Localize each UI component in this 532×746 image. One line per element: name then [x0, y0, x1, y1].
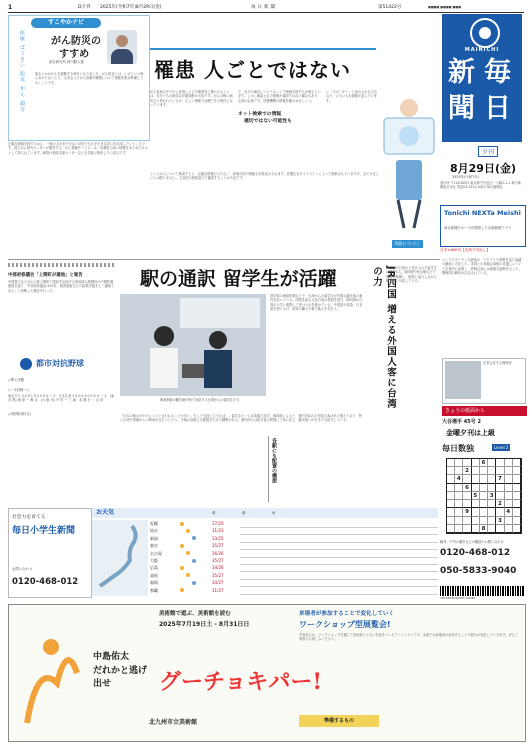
weather-legend-1: 晴	[212, 511, 216, 515]
weather-city: 新潟	[150, 535, 158, 541]
weather-header	[92, 508, 438, 518]
weather-sun-icon	[192, 581, 196, 585]
reader-ad-title: 朝刊・夕刊の割引などの購読のお問い合わせ	[440, 540, 504, 544]
sudoku-cell[interactable]	[488, 475, 496, 483]
exhibition-big: グーチョキパー!	[159, 669, 322, 695]
sudoku-level: Level 2	[494, 445, 509, 450]
sudoku-cell[interactable]	[513, 500, 521, 508]
sudoku-cell[interactable]: 3	[488, 492, 496, 500]
baseball-title: 都市対抗野球	[36, 359, 84, 368]
museum-name: 北九州市立美術館	[149, 719, 198, 726]
sudoku-cell[interactable]	[447, 467, 455, 475]
exhibition-illustration	[17, 623, 85, 733]
weather-city: 福岡	[150, 580, 158, 586]
shogakusei-small: 社会力を育てる	[12, 515, 46, 520]
sudoku-cell[interactable]	[505, 517, 513, 525]
lead-sub-2: 適切ではない可能性も	[244, 119, 292, 124]
sudoku-cell[interactable]	[488, 459, 496, 467]
sudoku-cell[interactable]	[505, 467, 513, 475]
column-title-2: すすめ	[59, 49, 90, 60]
sudoku-cell[interactable]	[496, 508, 504, 516]
sudoku-cell[interactable]	[513, 459, 521, 467]
sudoku-cell[interactable]	[447, 484, 455, 492]
sudoku-cell[interactable]	[463, 500, 471, 508]
sudoku-cell[interactable]	[472, 484, 480, 492]
nexta-promo	[440, 205, 526, 247]
logo-char-2: 毎	[484, 57, 511, 88]
masthead-year: 2025年(令和7年)	[452, 175, 479, 179]
sudoku-cell[interactable]	[447, 492, 455, 500]
sudoku-header	[442, 442, 524, 456]
issue-number: 第51422号	[378, 5, 402, 10]
baseball-sub: ◇準々決勝	[8, 378, 25, 382]
logo-char-1: 新	[448, 57, 475, 88]
sudoku-cell[interactable]	[472, 508, 480, 516]
sudoku-cell[interactable]	[455, 484, 463, 492]
sudoku-cell[interactable]	[447, 525, 455, 533]
sudoku-cell[interactable]: 4	[455, 475, 463, 483]
sudoku-cell[interactable]	[480, 484, 488, 492]
paper-name-small: 毎日新聞	[251, 5, 277, 10]
column-vertical-tag: 医療 ぼうさい 防災 がん 頭分	[19, 30, 25, 113]
sudoku-cell[interactable]	[472, 475, 480, 483]
sudoku-cell[interactable]	[488, 500, 496, 508]
weather-sun-icon	[180, 588, 184, 592]
reader-phone-2[interactable]: 050-5833-9040	[440, 566, 517, 576]
weather-sun-icon	[180, 522, 184, 526]
sudoku-cell[interactable]: 6	[480, 459, 488, 467]
sudoku-cell[interactable]	[488, 467, 496, 475]
lead-headline: 罹患 人ごとではない	[154, 58, 351, 82]
sudoku-cell[interactable]	[505, 484, 513, 492]
sudoku-cell[interactable]	[455, 467, 463, 475]
exhibition-dates: 2025年7月19日土 - 8月31日日	[159, 621, 250, 628]
result-1: ○一1回戦ー○	[8, 388, 30, 392]
exhibition-title: だれかと逃げ出せ	[93, 666, 148, 689]
station-photo	[120, 294, 266, 396]
sudoku-cell[interactable]: 4	[505, 508, 513, 516]
column-kicker: すこやかナビ	[31, 18, 101, 28]
sudoku-cell[interactable]	[472, 517, 480, 525]
sudoku-cell[interactable]	[463, 525, 471, 533]
station-headline-box	[118, 262, 364, 290]
column-box: すこやかナビ がん防災の すすめ 総合研究所 押川勝太郎 医療 ぼうさい 防災 がん 頭分 誰もいかががんを経験する時代となりました。がん防災とは、いざという時にあわてないよう、元気なうちから治療や療養について情報を集め準備しておくことです。	[8, 15, 150, 141]
exhibition-ad: 美術館で遊ぶ、美術館を読む 2025年7月19日土 - 8月31日日 中島佑太 だれかと逃げ出せ グーチョキパー! 北九州市立美術館 来場者が参加することで変化していく ワークショップ型展覧会! 中島佑太は、ワークショップを通じて参加者とともに作品をつくるアーティストです。本展では来場者が参加することで展示が変化していきます。ぜひご家族でお楽しみください。 準備するもの	[8, 604, 526, 742]
column-title-1: がん防災の	[51, 36, 101, 47]
nexta-sub: 毎日新聞グループが開発した名刺管理アプリ	[444, 226, 512, 230]
weather-title: お天気	[96, 509, 115, 516]
sudoku-cell[interactable]: 6	[463, 484, 471, 492]
sudoku-cell[interactable]	[505, 492, 513, 500]
photo-caption: JR高松駅の観光案内所で対応する台湾からの留学生たち	[160, 398, 240, 402]
weather-sun-icon	[180, 566, 184, 570]
sudoku-cell[interactable]	[455, 525, 463, 533]
sudoku-cell[interactable]	[472, 467, 480, 475]
weather-temp: 35/27	[212, 543, 224, 549]
prep-label: 準備するもの	[299, 715, 379, 727]
weather-temp: 34/26	[212, 565, 224, 571]
weather-legend-2: 曇	[242, 511, 246, 515]
sudoku-cell[interactable]	[447, 459, 455, 467]
sudoku-cell[interactable]	[463, 517, 471, 525]
lead-sub-1: ネット検索での情報	[238, 112, 282, 117]
weather-sun-icon	[186, 529, 190, 533]
author-photo	[107, 30, 137, 64]
sudoku-cell[interactable]	[513, 508, 521, 516]
sudoku-cell[interactable]	[488, 525, 496, 533]
weather-temp: 31/27	[212, 587, 224, 593]
lead-subhead	[238, 110, 320, 126]
weather-sun-icon	[186, 573, 190, 577]
weather-legend-3: 雨	[272, 511, 276, 515]
sudoku-cell[interactable]	[496, 467, 504, 475]
weather-sun-icon	[180, 544, 184, 548]
sudoku-cell[interactable]	[455, 508, 463, 516]
weather-temp: 36/26	[212, 550, 224, 556]
price-line: 月ぎめ660円【本紙夕刊なし】	[440, 248, 490, 252]
sudoku-cell[interactable]	[447, 475, 455, 483]
page-number: 1	[8, 4, 13, 11]
logo-char-3: 聞	[448, 93, 475, 124]
column-author: 総合研究所 押川勝太郎	[49, 60, 84, 64]
index-item-1[interactable]: 大谷選手 45号 2	[442, 419, 481, 425]
sudoku-cell[interactable]	[496, 492, 504, 500]
weather-map	[92, 520, 148, 596]
sudoku-cell[interactable]	[447, 508, 455, 516]
weather-city: 札幌	[150, 521, 158, 526]
weather-temp: 27/20	[212, 521, 224, 526]
sudoku-cell[interactable]	[480, 500, 488, 508]
mainichi-logo-icon	[470, 18, 500, 48]
weather-city: 広島	[150, 565, 158, 571]
sudoku-cell[interactable]	[447, 500, 455, 508]
logo-char-4: 日	[484, 93, 511, 124]
sudoku-cell[interactable]	[496, 525, 504, 533]
weather-table	[150, 520, 438, 596]
station-vertical-headline: JR四国 増える外国人客に台湾の力	[368, 266, 384, 416]
exhibition-line1: 美術館で遊ぶ、美術館を読む	[159, 611, 231, 617]
page-header: 1 D夕刊 2025年(令和7年)8月29日(金) 毎日新聞 第51422号 ■■■■ ■■■■ ■■■	[8, 4, 524, 13]
index-item-2[interactable]: 金曜夕刊は上級	[446, 429, 495, 437]
weather-city: 東京	[150, 543, 158, 549]
weather-sun-icon	[192, 559, 196, 563]
sudoku-cell[interactable]	[472, 459, 480, 467]
weather-sun-icon	[192, 536, 196, 540]
continued-link[interactable]: 6面につづく	[392, 240, 423, 248]
sudoku-grid[interactable]	[446, 458, 522, 534]
baseball-icon	[20, 358, 32, 370]
shogakusei-inquiry: お問い合わせ	[12, 567, 33, 571]
weather-city: 高松	[150, 572, 158, 578]
sudoku-cell[interactable]	[505, 459, 513, 467]
weather-temp: 33/25	[212, 535, 224, 541]
sudoku-cell[interactable]: 8	[480, 525, 488, 533]
side-headline-box: 各駅にも配置の構想	[268, 436, 281, 502]
sudoku-title: 毎日数独	[442, 444, 474, 453]
weather-temp: 34/27	[212, 580, 224, 586]
weather-city: 大阪	[150, 558, 158, 563]
sudoku-cell[interactable]	[480, 475, 488, 483]
masthead	[442, 14, 522, 142]
edition-badge: 夕刊	[478, 146, 498, 157]
date-line: 2025年(令和7年)8月29日(金)	[100, 5, 162, 10]
weather-city: 名古屋	[150, 550, 162, 556]
sudoku-cell[interactable]	[480, 508, 488, 516]
weather-city: 那覇	[150, 587, 158, 593]
sudoku-cell[interactable]	[513, 467, 521, 475]
weather-temp: 35/27	[212, 572, 224, 578]
reader-phone[interactable]: 0120-468-012	[440, 548, 511, 558]
sudoku-cell[interactable]	[505, 525, 513, 533]
sudoku-cell[interactable]	[513, 475, 521, 483]
sudoku-cell[interactable]	[513, 525, 521, 533]
station-headline: 駅の通訳 留学生が活躍	[140, 268, 337, 290]
sudoku-cell[interactable]	[472, 500, 480, 508]
masthead-date: 8月29日(金)	[450, 162, 517, 175]
baseball-heading	[20, 357, 114, 371]
sudoku-cell[interactable]	[488, 484, 496, 492]
shogakusei-phone[interactable]: 0120-468-012	[12, 577, 79, 587]
sudoku-cell[interactable]	[505, 475, 513, 483]
sudoku-cell[interactable]	[455, 459, 463, 467]
sudoku-cell[interactable]	[488, 508, 496, 516]
sudoku-cell[interactable]	[513, 484, 521, 492]
exhibition-artist: 中島佑太	[93, 652, 130, 662]
weather-sun-icon	[186, 551, 190, 555]
sudoku-cell[interactable]	[496, 459, 504, 467]
weather-temp: 35/27	[212, 558, 224, 563]
mainichi-label: MAINICHI	[464, 47, 500, 53]
sudoku-cell[interactable]: 9	[463, 508, 471, 516]
nexta-brand: Tonichi NEXTa Meishi	[444, 209, 521, 217]
sudoku-cell[interactable]: 7	[496, 475, 504, 483]
edition-label: D夕刊	[78, 5, 91, 10]
photo-small: 記者会見する関係者	[442, 358, 526, 404]
sudoku-cell[interactable]	[480, 467, 488, 475]
sudoku-cell[interactable]	[480, 517, 488, 525]
reader-ad	[440, 540, 524, 586]
weather-city: 仙台	[150, 528, 158, 534]
lead-headline-box	[150, 48, 376, 86]
shogakusei-name: 毎日小学生新聞	[12, 526, 76, 536]
lead-illustration	[380, 48, 438, 242]
event-line2: ワークショップ型展覧会!	[299, 620, 391, 629]
sudoku-cell[interactable]	[513, 517, 521, 525]
sudoku-cell[interactable]	[463, 492, 471, 500]
sudoku-cell[interactable]	[496, 484, 504, 492]
barcode-label: 4910824090905 00040	[440, 596, 476, 600]
weather-temp: 31/23	[212, 528, 224, 534]
sudoku-cell[interactable]	[505, 500, 513, 508]
sudoku-cell[interactable]	[455, 492, 463, 500]
sudoku-cell[interactable]	[447, 517, 455, 525]
index-title: きょうの紙面から	[442, 406, 527, 416]
sudoku-cell[interactable]	[513, 492, 521, 500]
sudoku-cell[interactable]	[472, 525, 480, 533]
sudoku-cell[interactable]	[488, 517, 496, 525]
sudoku-cell[interactable]: 3	[496, 517, 504, 525]
brief-title: 中部府県議会「上関町が適地」と報告	[8, 273, 83, 278]
sudoku-cell[interactable]: 2	[463, 467, 471, 475]
shogakusei-ad	[8, 508, 92, 598]
result-2: ◇3回戦(第2日)	[8, 412, 32, 416]
barcode	[440, 586, 524, 596]
sudoku-cell[interactable]: 5	[472, 492, 480, 500]
sudoku-cell[interactable]	[455, 517, 463, 525]
sudoku-cell[interactable]	[463, 475, 471, 483]
event-line1: 来場者が参加することで変化していく	[299, 611, 395, 617]
sudoku-cell[interactable]: 2	[496, 500, 504, 508]
sudoku-cell[interactable]	[455, 500, 463, 508]
sudoku-cell[interactable]	[463, 459, 471, 467]
sudoku-cell[interactable]	[480, 492, 488, 500]
